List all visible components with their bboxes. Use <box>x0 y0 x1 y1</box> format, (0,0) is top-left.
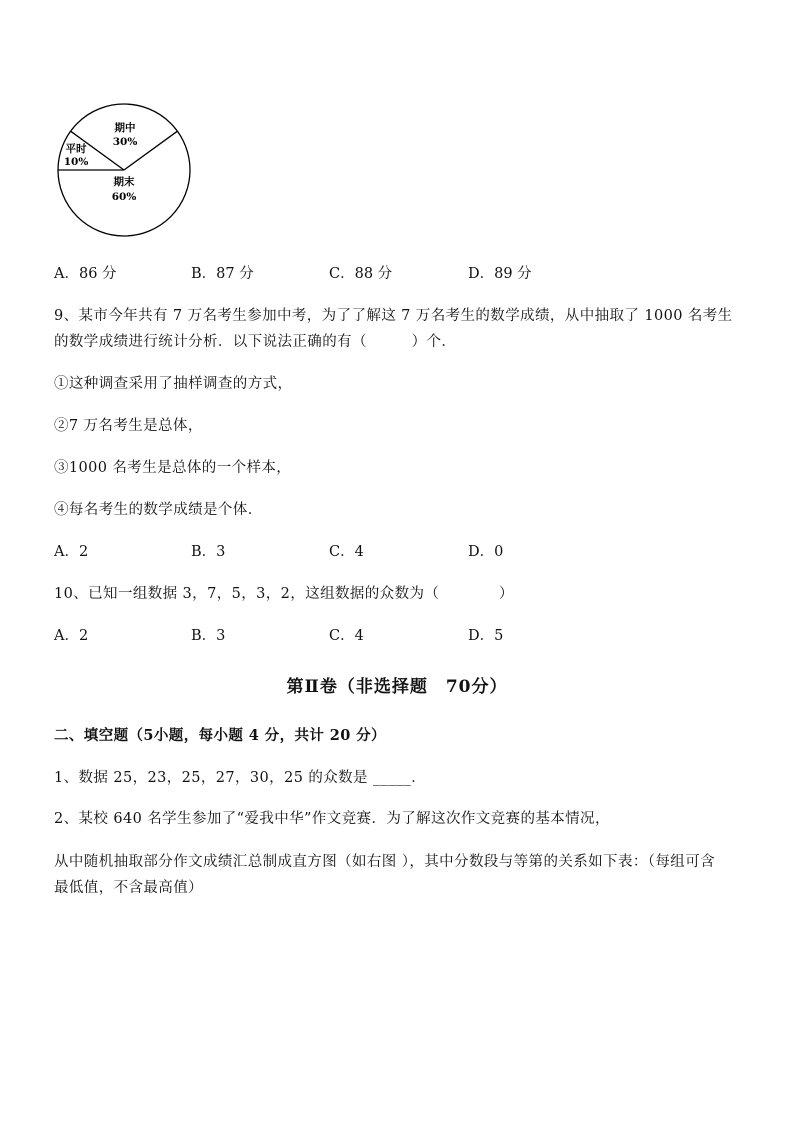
q9-option-b[interactable]: B．3 <box>191 544 226 560</box>
q8-option-a[interactable]: A．86 分 <box>54 266 117 282</box>
pie-label-midterm: 期中 <box>114 122 136 134</box>
q9-statement-3: ③1000 名考生是总体的一个样本， <box>54 460 292 476</box>
q10-options <box>0 624 794 644</box>
q10-option-d[interactable]: D．5 <box>468 628 504 644</box>
q9-statement-2: ②7 万名考生是总体， <box>54 418 203 434</box>
section-2-title: 第Ⅱ卷（非选择题 70分） <box>286 677 508 697</box>
q9-stem-line1: 9、某市今年共有 7 万名考生参加中考，为了了解这 7 万名考生的数学成绩，从中抽取了 1000 名考生 <box>54 308 733 324</box>
q8-option-c[interactable]: C．88 分 <box>329 266 393 282</box>
pie-percent-usual: 10% <box>63 156 89 168</box>
pie-percent-final: 60% <box>111 191 137 203</box>
q9-options <box>0 540 794 560</box>
q8-option-b[interactable]: B．87 分 <box>191 266 254 282</box>
fill-q2-line2: 从中随机抽取部分作文成绩汇总制成直方图（如右图 ），其中分数段与等第的关系如下表：（每组可含 <box>54 854 716 870</box>
q10-stem: 10、已知一组数据 3，7，5，3，2，这组数据的众数为（ ） <box>54 586 514 602</box>
q8-options <box>0 262 794 282</box>
q9-statement-1: ①这种调查采用了抽样调查的方式， <box>54 376 293 392</box>
q10-option-c[interactable]: C．4 <box>329 628 364 644</box>
q9-statement-4: ④每名考生的数学成绩是个体． <box>54 502 263 518</box>
fill-q2-line1: 2、某校 640 名学生参加了“爱我中华”作文竞赛．为了解这次作文竞赛的基本情况， <box>54 811 610 827</box>
q9-stem-line2: 的数学成绩进行统计分析．以下说法正确的有（ ）个． <box>54 334 457 350</box>
pie-chart <box>0 0 794 270</box>
pie-label-usual: 平时 <box>65 143 87 155</box>
fill-q1: 1、数据 25，23，25，27，30，25 的众数是 _____． <box>54 770 427 786</box>
q8-option-d[interactable]: D．89 分 <box>468 266 532 282</box>
q10-option-a[interactable]: A．2 <box>54 628 89 644</box>
pie-percent-midterm: 30% <box>112 136 138 148</box>
pie-label-final: 期末 <box>113 176 135 188</box>
fill-q2-line3: 最低值，不含最高值） <box>54 880 203 896</box>
q9-option-d[interactable]: D．0 <box>468 544 504 560</box>
part-2-title: 二、填空题（5小题，每小题 4 分，共计 20 分） <box>54 727 386 744</box>
q10-option-b[interactable]: B．3 <box>191 628 226 644</box>
q9-option-a[interactable]: A．2 <box>54 544 89 560</box>
q9-option-c[interactable]: C．4 <box>329 544 364 560</box>
